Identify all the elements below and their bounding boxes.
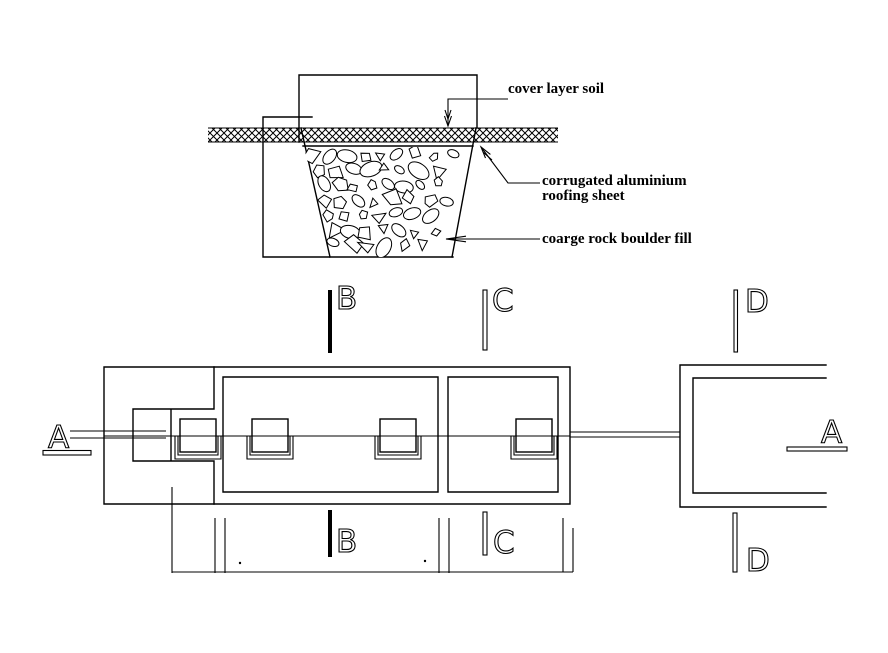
section-letter-a-right: A bbox=[821, 415, 843, 451]
section-letter-c-top: C bbox=[492, 283, 514, 319]
inner-tank-1 bbox=[223, 377, 438, 492]
coarse-rock-fill-label: coarge rock boulder fill bbox=[542, 231, 692, 247]
section-letter-d-bottom: D bbox=[746, 543, 770, 579]
leader-coarse-rock bbox=[446, 236, 540, 242]
section-line-b-bottom bbox=[328, 510, 332, 557]
section-line-d-bottom bbox=[733, 513, 737, 572]
outfall-tank-outer bbox=[680, 365, 826, 507]
section-letter-d-top: D bbox=[745, 284, 769, 320]
connecting-pipe bbox=[570, 432, 680, 437]
corrugated-roofing-label bbox=[542, 174, 687, 204]
plan-view bbox=[43, 281, 847, 579]
pipe-port-3 bbox=[375, 419, 421, 459]
section-letter-b-bottom: B bbox=[336, 524, 358, 560]
inlet-pipe bbox=[70, 431, 166, 438]
leader-cover-soil bbox=[445, 99, 509, 126]
section-line-c-top bbox=[483, 290, 487, 350]
ground-hatch bbox=[208, 128, 558, 142]
corrugated-roofing-label-line1: corrugated aluminium bbox=[542, 173, 687, 189]
section-line-b-top bbox=[328, 290, 332, 353]
section-line-c-bottom bbox=[483, 512, 487, 555]
section-letter-b-top: B bbox=[336, 281, 358, 317]
section-letter-c-bottom: C bbox=[493, 525, 515, 561]
leader-corrugated-sheet bbox=[481, 147, 540, 183]
pipe-port-4 bbox=[511, 419, 557, 459]
section-letter-a-left: A bbox=[48, 420, 70, 456]
pipe-port-2 bbox=[247, 419, 293, 459]
corrugated-roofing-label-line2: roofing sheet bbox=[542, 188, 625, 204]
pipe-port-1 bbox=[175, 419, 221, 459]
cross-section-view bbox=[208, 75, 558, 260]
cover-layer-soil-label: cover layer soil bbox=[508, 81, 605, 97]
outfall-tank-inner bbox=[693, 378, 826, 493]
section-line-d-top bbox=[734, 290, 738, 352]
inner-tank-2 bbox=[448, 377, 558, 492]
